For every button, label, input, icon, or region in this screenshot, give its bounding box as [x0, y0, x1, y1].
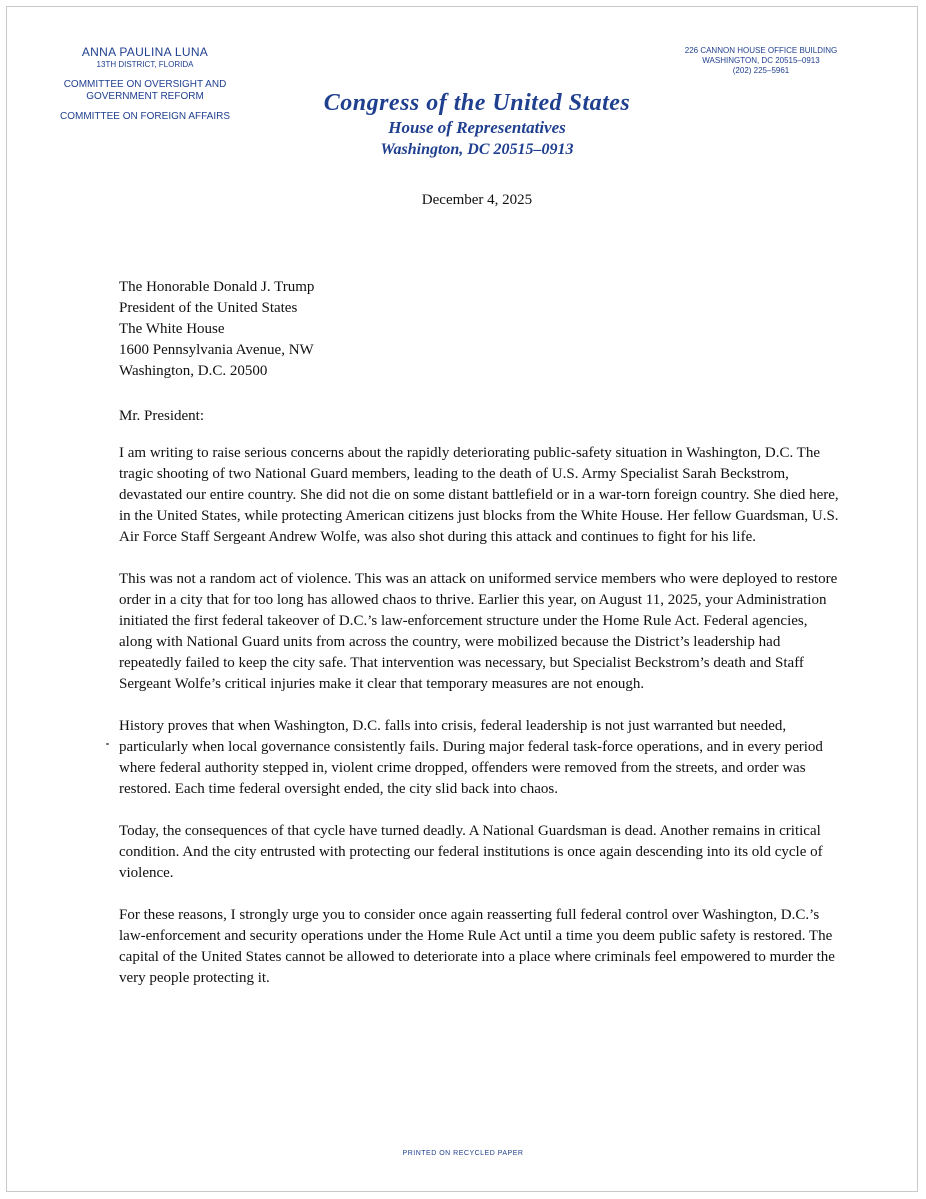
paragraph: History proves that when Washington, D.C. falls into crisis, federal leadership is not just warranted but needed, particularly when local governance consistently fails. During major federal task-force operations, and in every period where federal authority stepped in, violent crime dropped, offenders were removed from the streets, and order was restored. Each time federal oversight ended, the city slid back into chaos. — [119, 718, 823, 797]
address-line: The Honorable Donald J. Trump — [119, 279, 315, 295]
letter-date: December 4, 2025 — [421, 192, 533, 208]
letter-page — [6, 6, 918, 1192]
member-info — [45, 45, 245, 123]
paragraph: For these reasons, I strongly urge you to consider once again reasserting full federal control over Washington, D.C.’s law-enforcement and security operations under the Home Rule Act until a time you deem public safety is restored. The capital of the United States cannot be allowed to deteriorate into a place where criminals feel empowered to murder the very people protecting it. — [119, 907, 835, 986]
office-address — [661, 46, 861, 76]
member-name: ANNA PAULINA LUNA — [81, 45, 209, 59]
committee-oversight: COMMITTEE ON OVERSIGHT AND GOVERNMENT REFORM — [63, 79, 227, 102]
congress-title: Congress of the United States — [323, 90, 631, 116]
salutation: Mr. President: — [119, 408, 204, 424]
paragraph: I am writing to raise serious concerns about the rapidly deteriorating public-safety situation in Washington, D.C. The tragic shooting of two National Guard members, leading to the death of U.S. Army Specialist Sarah Beckstrom, devastated our entire country. She did not die on some distant battlefield or in a war-torn foreign country. She died here, in the United States, while protecting American citizens just blocks from the White House. Her fellow Guardsman, U.S. Air Force Staff Sergeant Andrew Wolfe, was also shot during this attack and continues to fight for his life. — [119, 445, 839, 545]
recipient-address — [119, 277, 314, 382]
office-phone: (202) 225–5961 — [732, 66, 790, 75]
address-line: Washington, D.C. 20500 — [119, 363, 268, 379]
letterhead-title — [267, 89, 687, 161]
scan-speck — [106, 743, 109, 745]
office-building: 226 CANNON HOUSE OFFICE BUILDING — [684, 46, 838, 55]
member-district: 13TH DISTRICT, FLORIDA — [96, 60, 194, 69]
house-city: Washington, DC 20515–0913 — [380, 141, 574, 158]
paragraph: This was not a random act of violence. This was an attack on uniformed service members who were deployed to restore order in a city that for too long has allowed chaos to thrive. Earlier this year, on August 11, 2025, your Administration initiated the first federal takeover of D.C.’s law-enforcement structure under the Home Rule Act. Federal agencies, along with National Guard units from across the country, were mobilized because the District’s leadership had repeatedly failed to keep the city safe. That intervention was necessary, but Specialist Beckstrom’s death and Staff Sergeant Wolfe’s critical injuries make it clear that temporary measures are not enough. — [119, 571, 838, 692]
address-line: 1600 Pennsylvania Avenue, NW — [119, 342, 314, 358]
paragraph: Today, the consequences of that cycle have turned deadly. A National Guardsman is dead. Another remains in critical condition. And the city entrusted with protecting our federal institutions is once again descending into its old cycle of violence. — [119, 823, 823, 881]
address-line: President of the United States — [119, 300, 298, 316]
house-title: House of Representatives — [388, 118, 566, 137]
address-line: The White House — [119, 321, 225, 337]
committee-foreign-affairs: COMMITTEE ON FOREIGN AFFAIRS — [59, 111, 230, 122]
letter-body — [119, 443, 839, 1010]
recycled-paper-note: PRINTED ON RECYCLED PAPER — [402, 1150, 524, 1157]
office-city: WASHINGTON, DC 20515–0913 — [702, 56, 820, 65]
